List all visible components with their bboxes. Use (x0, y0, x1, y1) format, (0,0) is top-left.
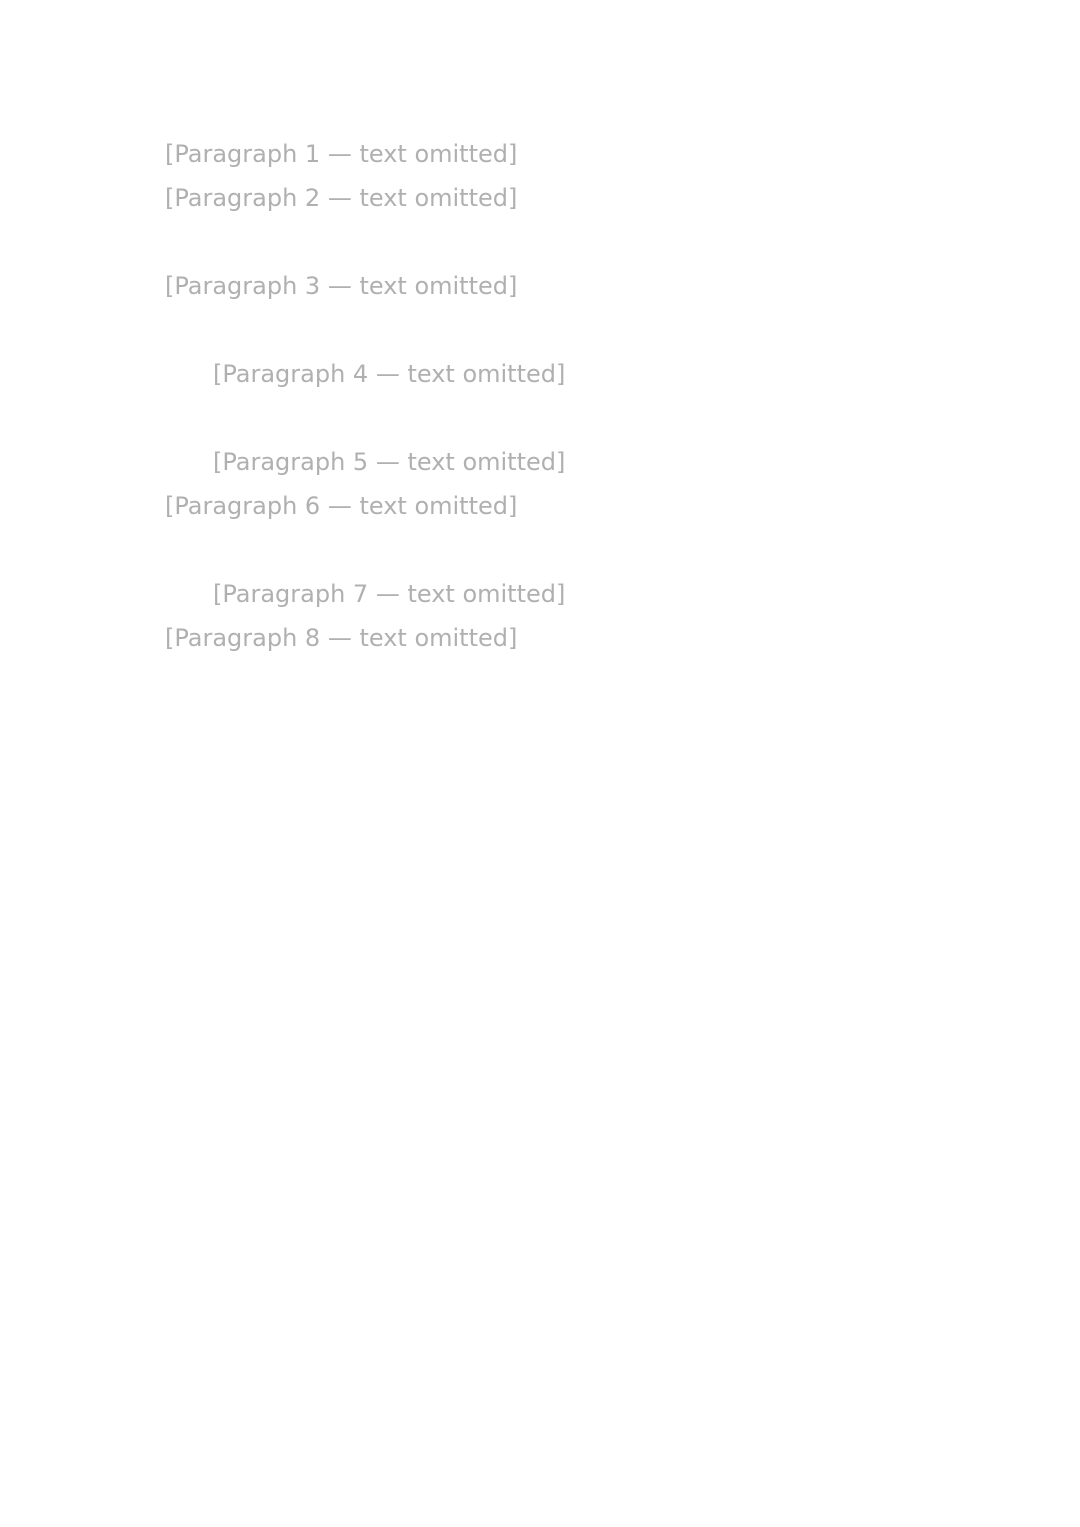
paragraph: [Paragraph 7 — text omitted] (213, 580, 566, 608)
paragraph-spacer (165, 220, 917, 264)
paragraph-spacer (165, 396, 917, 440)
paragraph: [Paragraph 5 — text omitted] (213, 448, 566, 476)
paragraph: [Paragraph 8 — text omitted] (165, 624, 518, 652)
paragraph-spacer (165, 528, 917, 572)
paragraph: [Paragraph 2 — text omitted] (165, 184, 518, 212)
paragraph: [Paragraph 6 — text omitted] (165, 492, 518, 520)
paragraph: [Paragraph 1 — text omitted] (165, 140, 518, 168)
paragraph-spacer (165, 308, 917, 352)
paragraph: [Paragraph 3 — text omitted] (165, 272, 518, 300)
paragraph: [Paragraph 4 — text omitted] (213, 360, 566, 388)
document-body (165, 132, 917, 660)
